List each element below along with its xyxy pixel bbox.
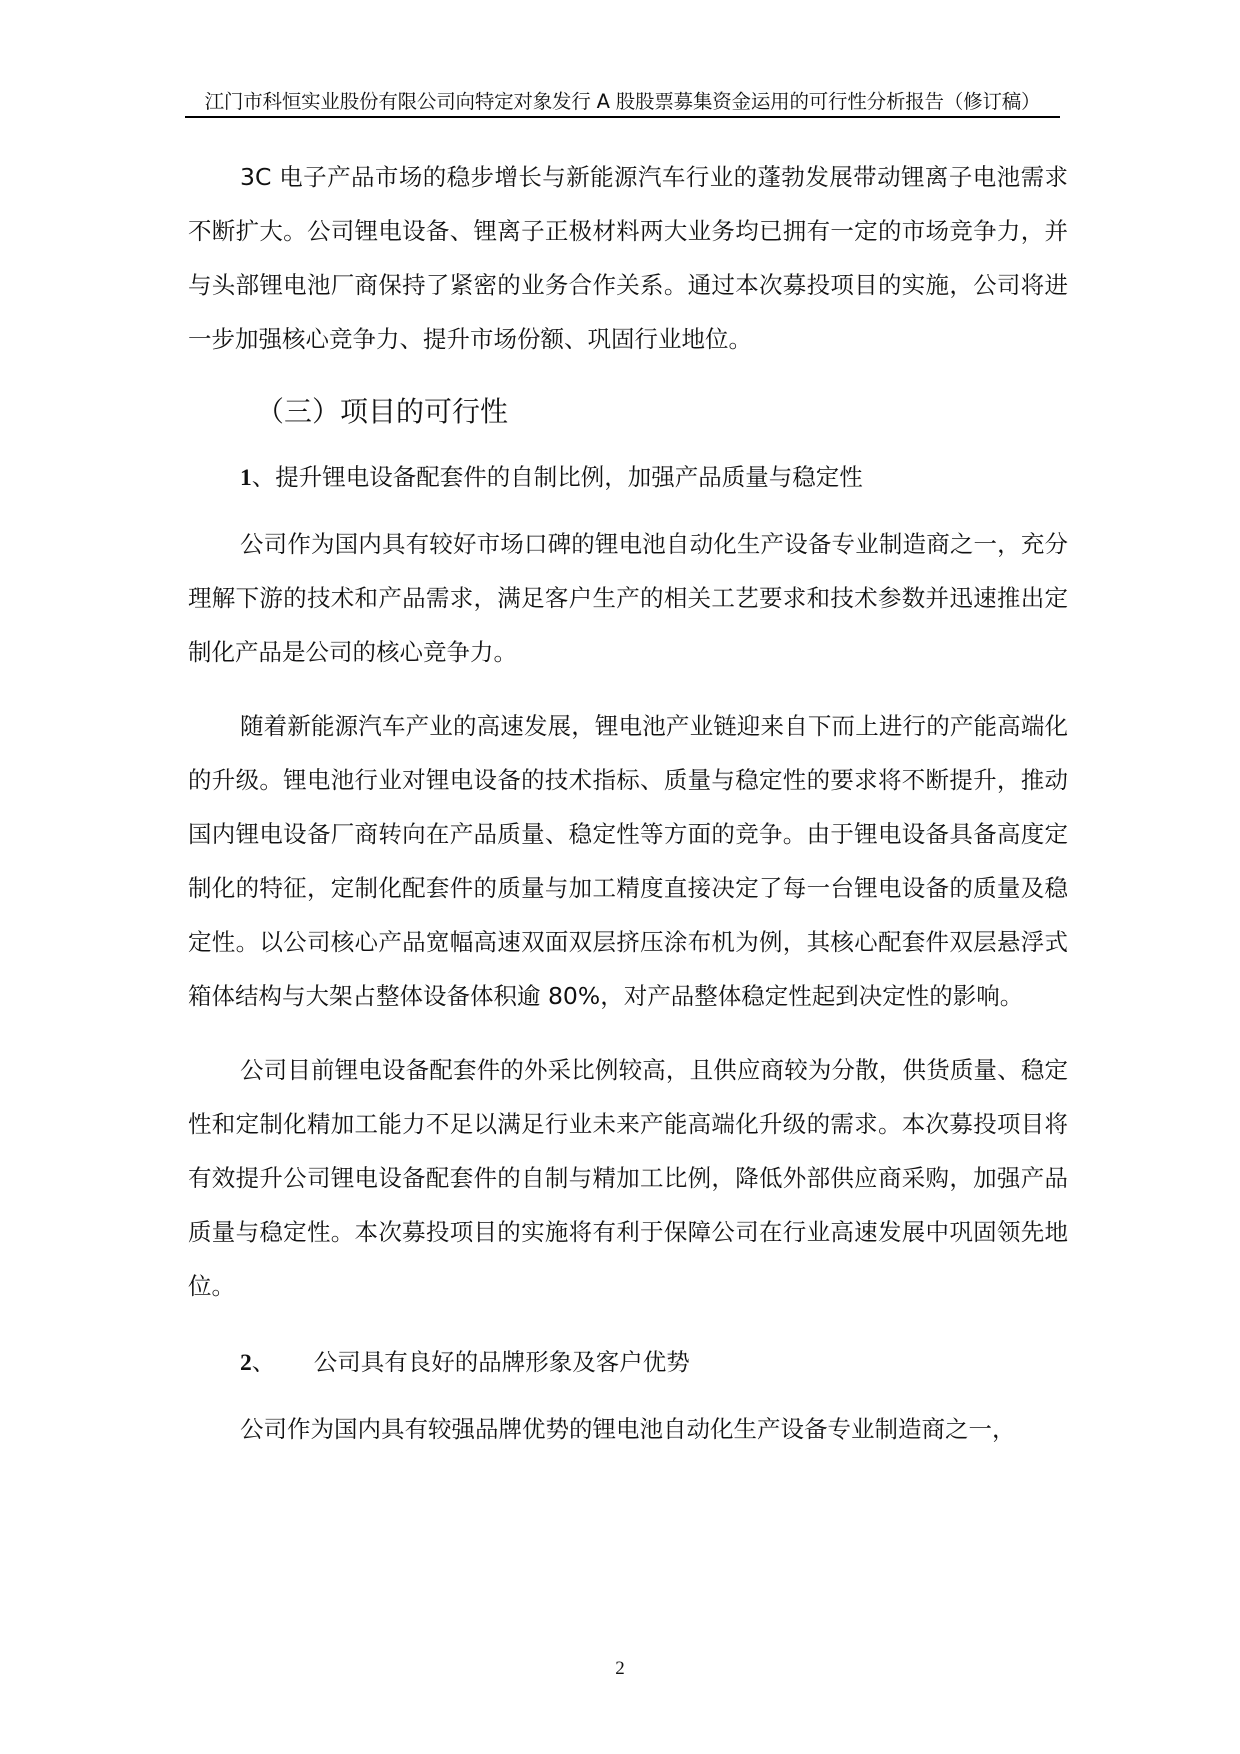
subsection-number-2: 2 — [240, 1350, 252, 1376]
paragraph-industry-upgrade: 随着新能源汽车产业的高速发展，锂电池产业链迎来自下而上进行的产能高端化的升级。锂电池行业对锂电设备的技术指标、质量与稳定性的要求将不断提升，推动国内锂电设备厂商转向在产品质量、稳定性等方面的竞争。由于锂电设备具备高度定制化的特征，定制化配套件的质量与加工精度直接决定了每一台锂电设备的质量及稳定性。以公司核心产品宽幅高速双面双层挤压涂布机为例，其核心配套件双层悬浮式箱体结构与大架占整体设备体积逾 80%，对产品整体稳定性起到决定性的影响。 — [188, 712, 1068, 1010]
subsection-heading-2 — [188, 1333, 1068, 1392]
document-body — [188, 150, 1068, 1456]
subsection-heading-1 — [188, 448, 1068, 507]
subsection-separator-2: 、 — [251, 1348, 276, 1376]
section-heading-feasibility: （三）项目的可行性 — [256, 395, 509, 428]
page-number: 2 — [615, 1658, 625, 1679]
paragraph-core-competence: 公司作为国内具有较好市场口碑的锂电池自动化生产设备专业制造商之一，充分理解下游的技术和产品需求，满足客户生产的相关工艺要求和技术参数并迅速推出定制化产品是公司的核心竞争力。 — [188, 530, 1068, 666]
paragraph-brand-advantage: 公司作为国内具有较强品牌优势的锂电池自动化生产设备专业制造商之一， — [240, 1415, 1016, 1443]
page-header: 江门市科恒实业股份有限公司向特定对象发行 A 股股票募集资金运用的可行性分析报告（修订稿） — [185, 88, 1060, 118]
paragraph-outsourcing: 公司目前锂电设备配套件的外采比例较高，且供应商较为分散，供货质量、稳定性和定制化精加工能力不足以满足行业未来产能高端化升级的需求。本次募投项目将有效提升公司锂电设备配套件的自制与精加工比例，降低外部供应商采购，加强产品质量与稳定性。本次募投项目的实施将有利于保障公司在行业高速发展中巩固领先地位。 — [188, 1056, 1068, 1300]
subsection-title-1: 、提升锂电设备配套件的自制比例，加强产品质量与稳定性 — [251, 463, 863, 491]
subsection-title-2: 公司具有良好的品牌形象及客户优势 — [313, 1348, 690, 1376]
paragraph-market-demand: 3C 电子产品市场的稳步增长与新能源汽车行业的蓬勃发展带动锂离子电池需求不断扩大。公司锂电设备、锂离子正极材料两大业务均已拥有一定的市场竞争力，并与头部锂电池厂商保持了紧密的业务合作关系。通过本次募投项目的实施，公司将进一步加强核心竞争力、提升市场份额、巩固行业地位。 — [188, 163, 1068, 353]
subsection-number-1: 1 — [240, 465, 252, 491]
